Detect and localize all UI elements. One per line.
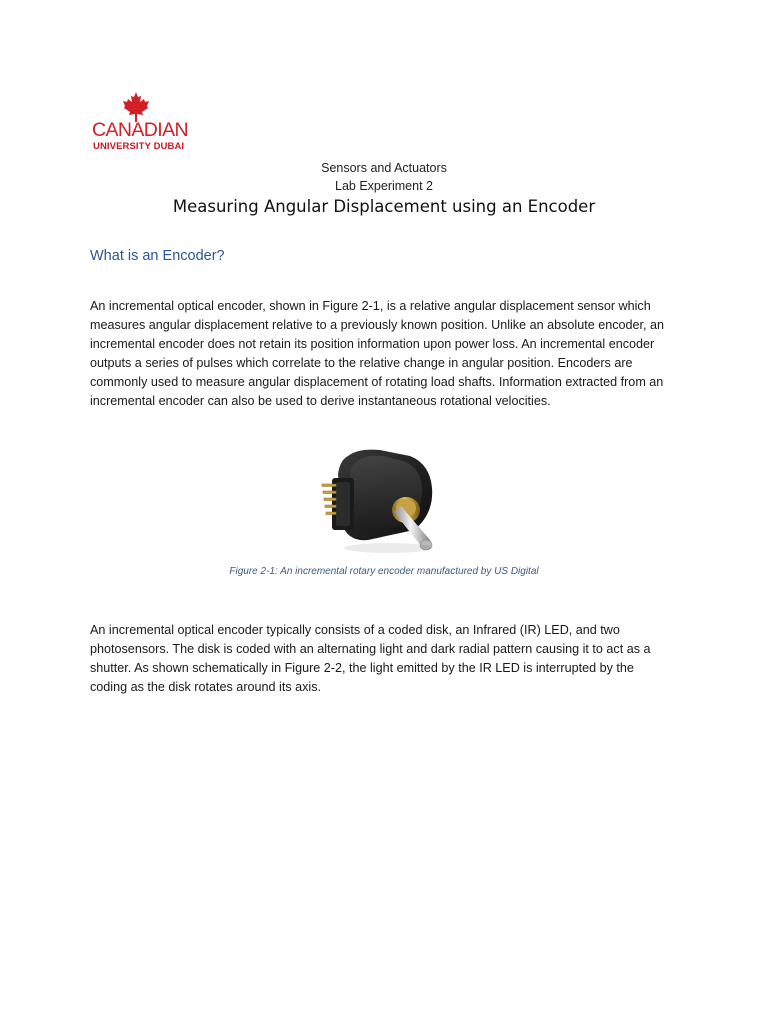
text-line: commonly used to measure angular displacement of rotating load shafts. Information extracted from an <box>90 374 664 389</box>
experiment-number: Lab Experiment 2 <box>335 179 433 193</box>
section-heading: What is an Encoder? <box>90 248 225 264</box>
logo-subtitle: UNIVERSITY DUBAI <box>93 141 185 152</box>
text-line: shutter. As shown schematically in Figure 2-2, the light emitted by the IR LED is interrupted by the <box>90 660 634 675</box>
logo-wordmark: CANADIAN <box>92 119 188 141</box>
document-title: Measuring Angular Displacement using an Encoder <box>172 197 596 216</box>
rotary-encoder-photo <box>318 444 448 556</box>
maple-leaf-icon <box>123 92 149 122</box>
text-line: outputs a series of pulses which correlate to the relative change in angular position. Encoders are <box>90 355 633 370</box>
text-line: An incremental optical encoder typically consists of a coded disk, an Infrared (IR) LED, and two <box>90 623 620 637</box>
text-line: photosensors. The disk is coded with an alternating light and dark radial pattern causing it to act as a <box>90 641 651 656</box>
text-line: An incremental optical encoder, shown in Figure 2-1, is a relative angular displacement sensor which <box>90 299 651 313</box>
paragraph-encoder-intro <box>90 297 690 410</box>
text-line: coding as the disk rotates around its axis. <box>90 679 322 694</box>
course-name: Sensors and Actuators <box>321 161 447 175</box>
figure-caption: Figure 2-1: An incremental rotary encoder manufactured by US Digital <box>229 566 539 577</box>
university-logo <box>92 92 188 154</box>
paragraph-encoder-components <box>90 621 690 697</box>
text-line: incremental encoder does not retain its position information upon power loss. An incremental encoder <box>90 336 655 351</box>
text-line: measures angular displacement relative to a previously known position. Unlike an absolute encoder, an <box>90 317 665 332</box>
text-line: incremental encoder can also be used to derive instantaneous rotational velocities. <box>90 393 551 408</box>
